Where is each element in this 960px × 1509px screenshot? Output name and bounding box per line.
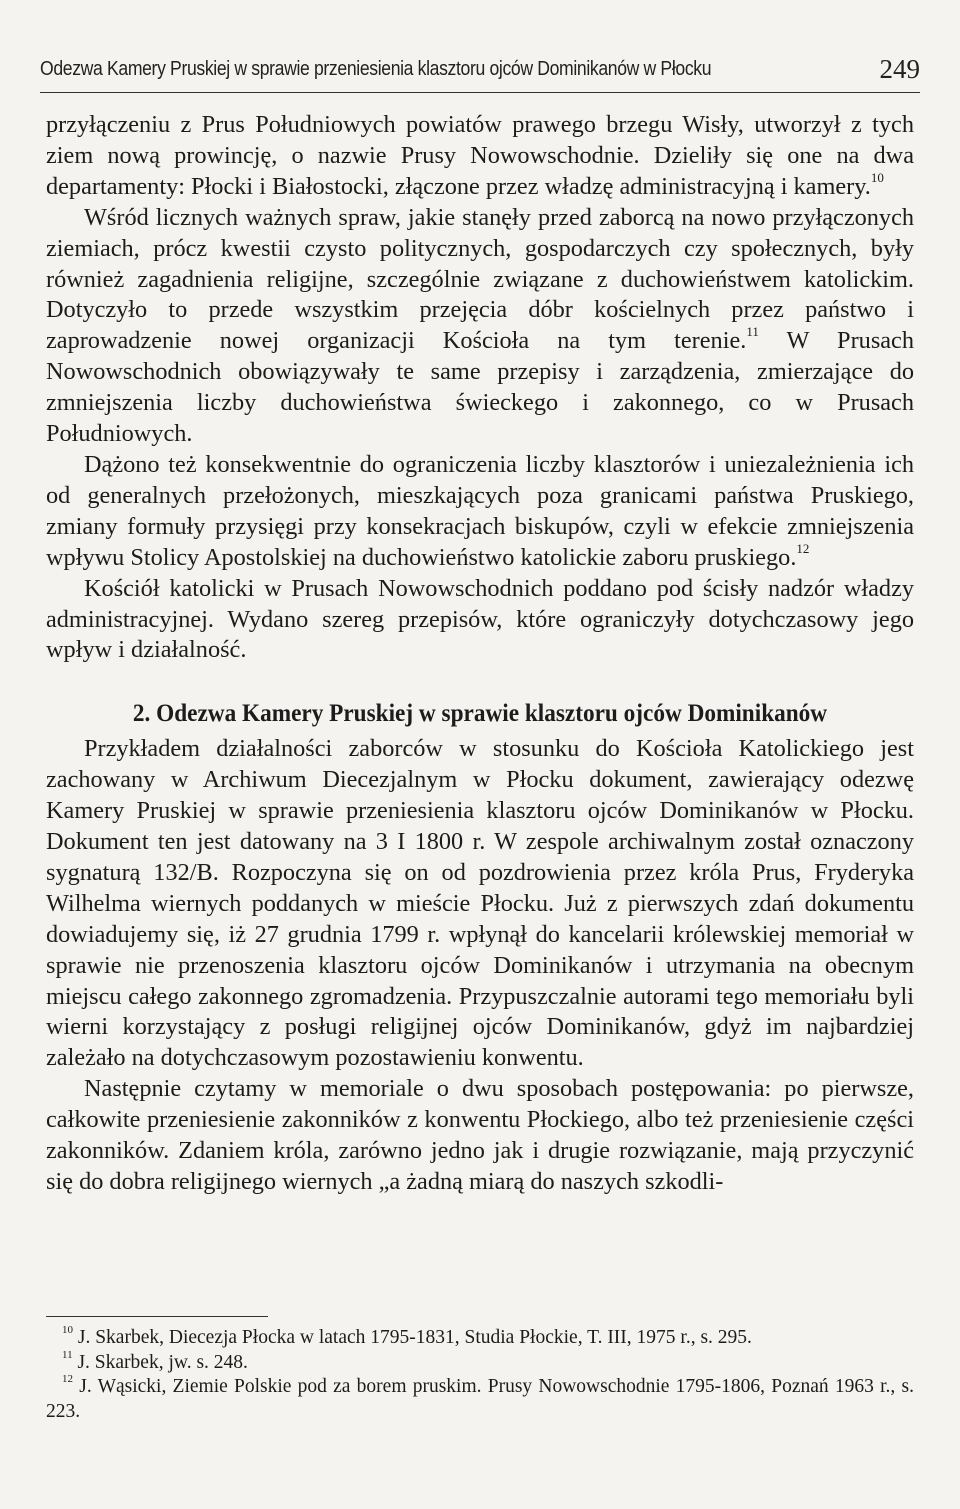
text-run: Następnie czytamy w memoriale o dwu sposobach postępowania: po pierwsze, całkowite przeniesienie zakonników z konwentu Płockiego, albo też przeniesienie części zakonników. Zdaniem króla, zarówno jedno jak i drugie rozwiązanie, mają przyczynić się do dobra religijnego wiernych „a żadną miarą do naszych szkodli-: [46, 1075, 914, 1195]
footnote-divider: [46, 1316, 268, 1317]
section-heading: 2. Odezwa Kamery Pruskiej w sprawie klasztoru ojców Dominikanów: [132, 700, 828, 728]
body-text: [46, 110, 914, 1198]
footnote-text: J. Skarbek, jw. s. 248.: [72, 1351, 248, 1373]
text-run: przyłączeniu z Prus Południowych powiatów prawego brzegu Wisły, utworzył z tych ziem nową prowincję, o nazwie Prusy Nowowschodnie. Dzieliły się one na dwa departamenty: Płocki i Białostocki, złączone przez władzę administracyjną i kamery.: [46, 111, 914, 200]
footnote-text: J. Wąsicki, Ziemie Polskie pod za borem pruskim. Prusy Nowowschodnie 1795-1806, Poznań 1963 r., s. 223.: [46, 1376, 914, 1422]
footnote-ref: 12: [796, 540, 810, 556]
text-run: Wśród licznych ważnych spraw, jakie stanęły przed zaborcą na nowo przyłączonych ziemiach, prócz kwestii czysto politycznych, gospodarczych czy społecznych, były również zagadnienia religijne, szczególnie związane z duchowieństwem katolickim. Dotyczyło to przede wszystkim przejęcia dóbr kościelnych przez państwo i zaprowadzenie nowej organizacji Kościoła na tym terenie.: [46, 203, 914, 355]
footnote-number: 12: [62, 1373, 73, 1385]
paragraph: [46, 110, 914, 203]
paragraph: [46, 450, 914, 574]
footnotes: [46, 1326, 914, 1424]
paragraph: [46, 203, 914, 450]
footnote-number: 11: [62, 1348, 73, 1361]
text-run: W Prusach Nowowschodnich obowiązywały te same przepisy i zarządzenia, zmierzające do zmniejszenia liczby duchowieństwa świeckego i zakonnego, co w Prusach Południowych.: [46, 327, 914, 448]
paragraph: [46, 734, 914, 1074]
running-head: [40, 52, 920, 93]
paragraph: [46, 574, 914, 667]
footnote: [46, 1375, 914, 1424]
page-number: 249: [879, 54, 920, 84]
footnote: [46, 1348, 914, 1376]
paragraph: [46, 1074, 914, 1198]
footnote-number: 10: [62, 1324, 73, 1336]
footnote-ref: 10: [870, 169, 884, 185]
text-run: Kościół katolicki w Prusach Nowowschodnich poddano pod ścisły nadzór władzy administracyjnej. Wydano szereg przepisów, które ograniczyły dotychczasowy jego wpływ i działalność.: [46, 574, 914, 664]
text-run: Przykładem działalności zaborców w stosunku do Kościoła Katolickiego jest zachowany w Archiwum Diecezjalnym w Płocku dokument, zawierający odezwę Kamery Pruskiej w sprawie przeniesienia klasztoru ojców Dominikanów w Płocku. Dokument ten jest datowany na 3 I 1800 r. W zespole archiwalnym został oznaczony sygnaturą 132/B. Rozpoczyna się on od pozdrowienia przez króla Prus, Fryderyka Wilhelma wiernych poddanych w mieście Płocku. Już z pierwszych zdań dokumentu dowiadujemy się, iż 27 grudnia 1799 r. wpłynął do kancelarii królewskiej memoriał w sprawie nie przenoszenia klasztoru ojców Dominikanów i utrzymania na obecnym miejscu całego zakonnego zgromadzenia. Przypuszczalnie autorami tego memoriału byli wierni korzystający z posługi religijnej ojców Dominikanów, gdyż im najbardziej zależało na dotychczasowym pozostawieniu konwentu.: [46, 735, 914, 1072]
footnote-text: J. Skarbek, Diecezja Płocka w latach 1795-1831, Studia Płockie, T. III, 1975 r., s. 295.: [73, 1327, 752, 1348]
text-run: Dążono też konsekwentnie do ograniczenia liczby klasztorów i uniezależnienia ich od generalnych przełożonych, mieszkających poza granicami państwa Pruskiego, zmiany formuły przysięgi przy konsekracjach biskupów, czyli w efekcie zmniejszenia wpływu Stolicy Apostolskiej na duchowieństwo katolickie zaboru pruskiego.: [46, 450, 914, 571]
running-head-title: Odezwa Kamery Pruskiej w sprawie przeniesienia klasztoru ojców Dominikanów w Płocku: [40, 58, 712, 80]
footnote-ref: 11: [746, 324, 759, 340]
footnote: [46, 1326, 914, 1351]
